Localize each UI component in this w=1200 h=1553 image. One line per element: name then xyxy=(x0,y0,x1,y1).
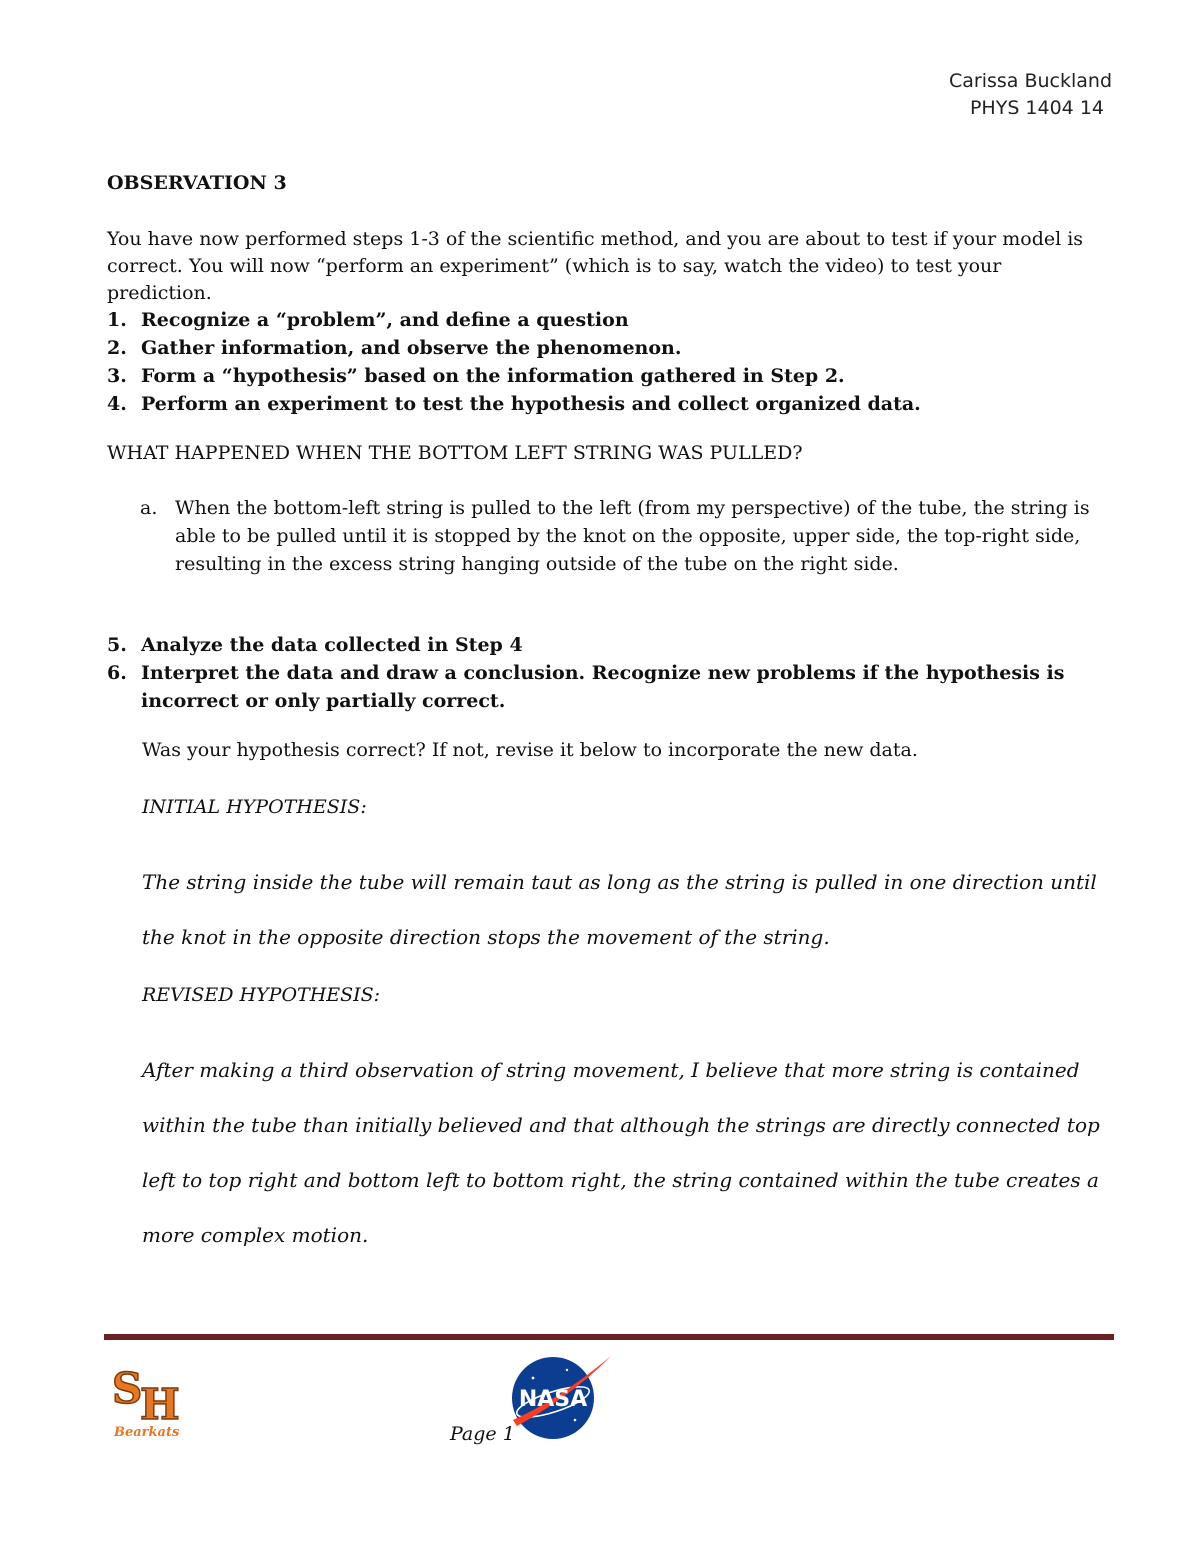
answer-text: When the bottom-left string is pulled to the left (from my perspective) of the tube, the string is able to be pulled until it is stopped by the knot on the opposite, upper side, the top-right side, resulting in the excess string hanging outside of the tube on the right side. xyxy=(175,497,1090,575)
step-text: Form a “hypothesis” based on the information gathered in Step 2. xyxy=(141,365,845,387)
shsu-logo-icon xyxy=(110,1363,184,1441)
question-heading: WHAT HAPPENED WHEN THE BOTTOM LEFT STRING WAS PULLED? xyxy=(107,442,803,464)
page-number: Page 1 xyxy=(450,1423,515,1445)
steps-list-1 xyxy=(107,306,1112,418)
step-number: 1. xyxy=(107,309,127,331)
step-text: Analyze the data collected in Step 4 xyxy=(141,634,523,656)
svg-text:H: H xyxy=(140,1380,180,1429)
step-item xyxy=(107,659,1112,715)
step-number: 2. xyxy=(107,337,127,359)
step-text: Perform an experiment to test the hypothesis and collect organized data. xyxy=(141,393,921,415)
svg-text:Bearkats: Bearkats xyxy=(114,1425,180,1440)
step-item xyxy=(107,390,1112,418)
step-number: 3. xyxy=(107,365,127,387)
course-code: PHYS 1404 14 xyxy=(969,97,1104,119)
initial-hypothesis-text: The string inside the tube will remain taut as long as the string is pulled in one direction until the knot in the opposite direction stops the movement of the string. xyxy=(142,870,1097,949)
svg-text:S: S xyxy=(112,1364,143,1413)
step-text: Recognize a “problem”, and define a question xyxy=(141,309,629,331)
step-text: Gather information, and observe the phenomenon. xyxy=(141,337,682,359)
step-text: Interpret the data and draw a conclusion. Recognize new problems if the hypothesis is incorrect or only partially correct. xyxy=(141,662,1065,712)
step-number: 4. xyxy=(107,393,127,415)
step-item xyxy=(107,306,1112,334)
steps-list-2 xyxy=(107,631,1112,715)
intro-paragraph: You have now performed steps 1-3 of the scientific method, and you are about to test if your model is correct. You will now “perform an experiment” (which is to say, watch the video) to test your prediction. xyxy=(107,228,1084,304)
step-number: 5. xyxy=(107,634,127,656)
step-item xyxy=(107,631,1112,659)
step-item xyxy=(107,362,1112,390)
svg-text:NASA: NASA xyxy=(518,1387,588,1412)
revision-prompt: Was your hypothesis correct? If not, revise it below to incorporate the new data. xyxy=(142,739,918,761)
step-number: 6. xyxy=(107,662,127,684)
answer-item xyxy=(140,494,1112,578)
section-title: OBSERVATION 3 xyxy=(107,172,287,194)
initial-hypothesis-label: INITIAL HYPOTHESIS: xyxy=(142,796,367,818)
author-name: Carissa Buckland xyxy=(948,70,1112,92)
step-item xyxy=(107,334,1112,362)
answer-marker: a. xyxy=(140,497,158,519)
revised-hypothesis-text: After making a third observation of string movement, I believe that more string is contained within the tube than initially believed and that although the strings are directly connected top left to top right and bottom left to bottom right, the string contained within the tube creates a more complex motion. xyxy=(142,1058,1100,1247)
nasa-logo-icon xyxy=(503,1350,615,1442)
footer-rule xyxy=(104,1334,1114,1340)
revised-hypothesis-label: REVISED HYPOTHESIS: xyxy=(142,984,381,1006)
